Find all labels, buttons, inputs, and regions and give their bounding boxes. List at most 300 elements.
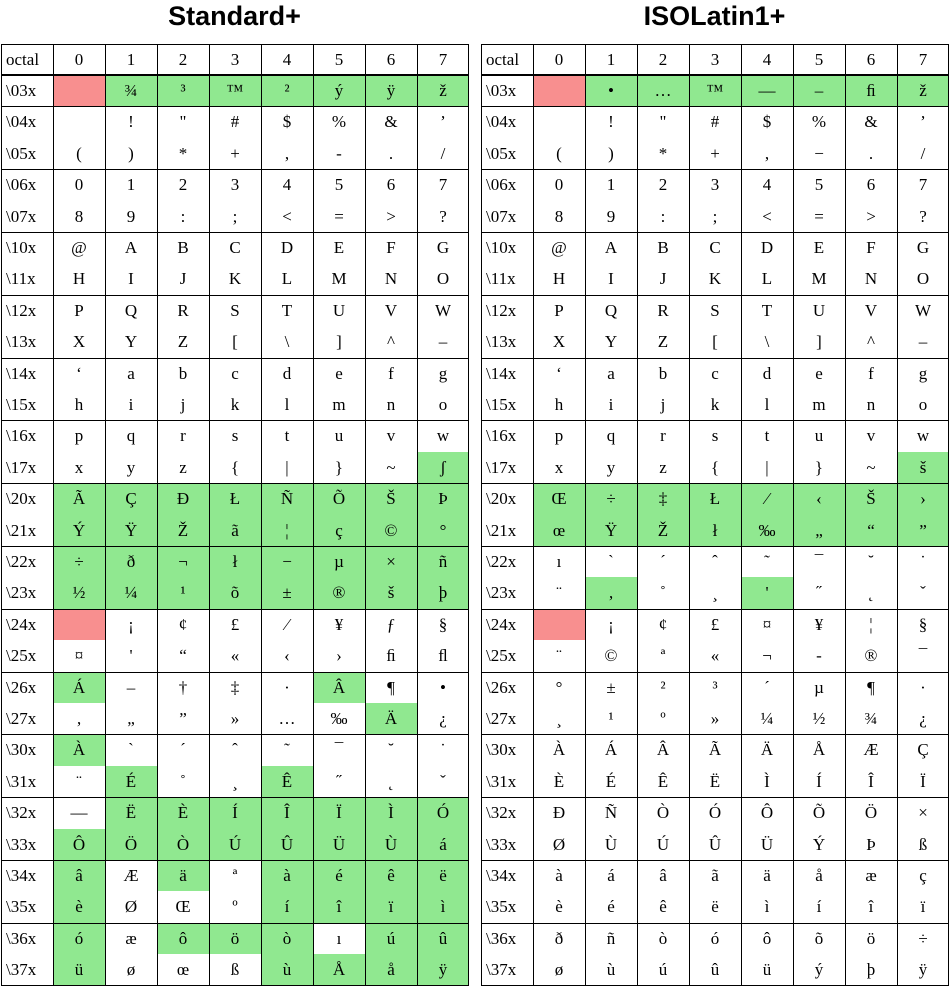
octal-header: octal [6,50,40,69]
glyph-cell: w [916,426,930,446]
glyph-cell: $ [282,112,292,132]
glyph-cell: 8 [554,206,564,226]
glyph-cell: œ [533,515,585,546]
glyph-cell: ½ [53,577,105,608]
row-label: \22x [486,552,517,571]
glyph-cell: ˚ [660,583,666,603]
glyph-cell: & [864,112,878,132]
glyph-cell: Œ [175,897,191,917]
glyph-cell: á [417,829,469,860]
glyph-cell: ú [365,923,417,954]
glyph-cell: ý [313,75,365,106]
glyph-cell: ʃ [417,452,469,483]
row-label: \34x [6,866,37,885]
glyph-cell: > [866,206,876,226]
glyph-cell: ł [689,515,741,546]
glyph-cell: £ [710,614,720,634]
glyph-cell: Ú [209,829,261,860]
glyph-cell: i [608,395,614,414]
glyph-cell: ¥ [334,614,344,634]
glyph-cell: r [660,426,666,446]
glyph-cell: Ì [365,797,417,828]
glyph-cell: È [157,797,209,828]
grid-line [1,420,469,421]
grid-line [481,44,949,45]
glyph-cell: P [74,300,84,320]
grid-line [1,44,2,986]
glyph-cell: 4 [282,175,292,195]
glyph-cell: ¨ [556,646,562,666]
glyph-cell: ø [126,960,136,980]
glyph-cell: Ö [105,829,157,860]
glyph-cell: Ž [637,515,689,546]
glyph-cell: ù [261,954,313,985]
glyph-cell: f [868,363,874,383]
glyph-cell: ç [313,515,365,546]
glyph-cell: J [659,269,667,289]
glyph-cell: Ì [764,771,770,791]
glyph-cell: 4 [762,175,772,195]
glyph-cell: ' [129,646,133,666]
glyph-cell [533,609,585,640]
glyph-cell: n [386,395,396,414]
glyph-cell: ê [659,897,667,917]
glyph-cell: À [53,734,105,765]
glyph-cell: K [708,269,722,289]
glyph-cell: ã [209,515,261,546]
glyph-cell: í [816,897,822,917]
grid-line [481,169,949,170]
glyph-cell: ¸ [712,583,718,603]
glyph-cell: H [552,269,566,289]
glyph-cell: . [868,143,874,163]
glyph-cell: Þ [866,834,876,854]
grid-line [481,483,949,484]
glyph-cell: Î [868,771,874,791]
glyph-cell: c [231,363,239,383]
glyph-cell: * [178,143,188,163]
row-label: \30x [486,740,517,760]
glyph-cell: < [282,206,292,226]
glyph-cell: K [228,269,242,289]
glyph-cell: › [897,483,949,514]
glyph-cell: ü [762,960,772,980]
grid-line [105,44,106,986]
glyph-cell: „ [127,709,135,728]
glyph-cell: ˜ [284,740,290,760]
glyph-cell: 7 [438,175,448,195]
glyph-cell: Ü [760,834,774,854]
grid-line [481,295,949,296]
glyph-cell: Ž [157,515,209,546]
row-label: \15x [486,395,517,414]
glyph-cell: – [438,332,448,352]
glyph-cell: Ò [656,803,670,823]
glyph-cell: + [230,143,240,163]
glyph-cell: L [761,269,773,289]
glyph-cell: ; [712,206,718,226]
glyph-cell [53,106,105,137]
glyph-cell: v [386,426,396,446]
standard-plus-title: Standard+ [168,1,301,31]
glyph-cell: u [334,426,344,446]
row-label: \35x [486,897,517,917]
glyph-cell: = [334,206,344,226]
glyph-cell: Ÿ [105,515,157,546]
glyph-cell: ] [336,332,342,352]
glyph-cell: j [660,395,666,414]
glyph-cell: # [710,112,720,132]
column-header: 4 [762,50,772,69]
glyph-cell: ž [417,75,469,106]
glyph-cell: T [761,300,773,320]
glyph-cell: D [760,238,774,257]
glyph-cell: P [554,300,564,320]
glyph-cell: ` [128,740,134,760]
grid-line [741,44,742,986]
glyph-cell: ¢ [178,614,188,634]
glyph-cell: 9 [606,206,616,226]
glyph-cell: ’ [440,112,446,132]
glyph-cell: É [605,771,617,791]
glyph-cell: ÿ [918,960,928,980]
row-label: \17x [6,457,37,477]
glyph-cell: 7 [918,175,928,195]
grid-line [1,358,469,359]
glyph-cell: ” [179,709,187,728]
glyph-cell: ¿ [919,709,927,728]
glyph-cell: ˘ [388,740,394,760]
glyph-cell: º [660,709,666,728]
glyph-cell: h [74,395,84,414]
glyph-cell: a [127,363,135,383]
glyph-cell: ˛ [388,771,394,791]
glyph-cell: ý [814,960,824,980]
glyph-cell: ¬ [762,646,772,666]
grid-line [1,609,469,610]
glyph-cell: O [436,269,450,289]
glyph-cell: ÷ [918,928,928,948]
grid-line [157,44,158,986]
column-header: 6 [386,50,396,69]
glyph-cell: w [436,426,450,446]
grid-line [637,44,638,986]
glyph-cell: ‡ [637,483,689,514]
glyph-cell: Þ [417,483,469,514]
glyph-cell: Š [365,483,417,514]
glyph-cell: J [179,269,187,289]
glyph-cell: ) [128,143,134,163]
glyph-cell: ò [261,923,313,954]
glyph-cell: © [604,646,618,666]
glyph-cell: * [658,143,668,163]
glyph-cell: ë [417,860,469,891]
row-label: \21x [6,520,37,540]
glyph-cell: æ [865,866,877,885]
glyph-cell: G [436,238,450,257]
glyph-cell: î [313,891,365,922]
glyph-cell: > [386,206,396,226]
glyph-cell: ä [763,866,771,885]
glyph-cell: R [177,300,189,320]
glyph-cell: 6 [866,175,876,195]
glyph-cell: \ [764,332,770,352]
glyph-cell: — [741,75,793,106]
glyph-cell: Í [816,771,822,791]
glyph-cell: ‘ [76,363,82,383]
grid-line [533,44,534,986]
grid-line [481,672,949,673]
glyph-cell: Ñ [261,483,313,514]
glyph-cell: Ê [261,766,313,797]
row-label: \12x [486,300,517,320]
glyph-cell: Q [124,300,138,320]
glyph-cell: ı [336,928,342,948]
glyph-cell: º [232,897,238,917]
row-label: \32x [6,803,37,823]
glyph-cell: B [657,238,669,257]
row-label: \25x [486,646,517,666]
glyph-cell: • [440,677,446,697]
glyph-cell: ¹ [157,577,209,608]
glyph-cell: Š [845,483,897,514]
row-label: \10x [6,238,37,257]
glyph-cell: n [866,395,876,414]
glyph-cell: ˙ [920,552,926,571]
standard-plus-encoding-table [1,44,469,990]
glyph-cell: Ó [417,797,469,828]
glyph-cell: Ï [313,797,365,828]
grid-line [481,106,949,107]
glyph-cell: ± [606,677,616,697]
glyph-cell: v [866,426,876,446]
grid-line [209,44,210,986]
row-label: \31x [486,771,517,791]
glyph-cell: è [53,891,105,922]
glyph-cell: x [554,457,564,477]
glyph-cell: Õ [313,483,365,514]
glyph-cell: ± [261,577,313,608]
grid-line [481,546,949,547]
row-label: \07x [486,206,517,226]
glyph-cell: ‹ [793,483,845,514]
glyph-cell: ˜ [764,552,770,571]
glyph-cell: ç [919,866,927,885]
glyph-cell: d [282,363,292,383]
glyph-cell: % [811,112,827,132]
glyph-cell: Ä [760,740,774,760]
glyph-cell: ñ [606,928,616,948]
glyph-cell: œ [176,960,190,980]
row-label: \16x [6,426,37,446]
grid-line [1,483,469,484]
glyph-cell: ù [606,960,616,980]
glyph-cell: ¼ [760,709,774,728]
glyph-cell: ﬂ [438,646,448,666]
glyph-cell: £ [230,614,240,634]
grid-line [1,74,469,76]
glyph-cell: 5 [814,175,824,195]
glyph-cell: ¨ [556,583,562,603]
glyph-cell: ´ [180,740,186,760]
glyph-cell: | [765,457,769,477]
glyph-cell: ~ [386,457,396,477]
glyph-cell: Ê [657,771,669,791]
grid-line [1,546,469,547]
glyph-cell: Ł [689,483,741,514]
glyph-cell: Ô [760,803,774,823]
glyph-cell: ³ [157,75,209,106]
row-label: \15x [6,395,37,414]
glyph-cell: 2 [658,175,668,195]
row-label: \20x [6,489,37,509]
glyph-cell: ( [76,143,82,163]
glyph-cell: h [554,395,564,414]
column-header: 2 [178,50,188,69]
row-label: \12x [6,300,37,320]
row-label: \05x [486,143,517,163]
glyph-cell: „ [793,515,845,546]
glyph-cell: ¤ [762,614,772,634]
glyph-cell: m [812,395,826,414]
glyph-cell: D [280,238,294,257]
column-header: 5 [334,50,344,69]
grid-line [1,860,469,861]
grid-line [261,44,262,986]
glyph-cell: ‰ [741,515,793,546]
glyph-cell: ˇ [920,583,926,603]
glyph-cell: \ [284,332,290,352]
glyph-cell: þ [866,960,876,980]
glyph-cell: á [607,866,615,885]
row-label: \36x [6,928,37,948]
row-label: \31x [6,771,37,791]
glyph-cell: é [313,860,365,891]
glyph-cell: « [710,646,720,666]
glyph-cell: } [814,457,824,477]
glyph-cell: e [815,363,823,383]
glyph-cell: ˙ [440,740,446,760]
glyph-cell: Ð [552,803,566,823]
glyph-cell: @ [551,238,567,257]
glyph-cell: ¼ [105,577,157,608]
glyph-cell: X [552,332,566,352]
glyph-cell: Ñ [604,803,618,823]
glyph-cell: • [585,75,637,106]
glyph-cell: ™ [689,75,741,106]
glyph-cell: ¾ [105,75,157,106]
glyph-cell: s [711,426,719,446]
column-header: 7 [438,50,448,69]
glyph-cell: ú [658,960,668,980]
glyph-cell: W [434,300,452,320]
glyph-cell: Ã [53,483,105,514]
row-label: \23x [486,583,517,603]
glyph-cell: ä [157,860,209,891]
row-label: \24x [486,614,517,634]
glyph-cell: ^ [867,332,875,352]
glyph-cell: É [105,766,157,797]
row-label: \04x [6,112,37,132]
glyph-cell: ê [365,860,417,891]
row-label: \14x [486,363,517,383]
glyph-cell: 1 [126,175,136,195]
column-header: 7 [918,50,928,69]
grid-line [481,985,949,986]
glyph-cell: R [657,300,669,320]
glyph-cell: è [555,897,563,917]
glyph-cell: I [128,269,134,289]
glyph-cell: l [284,395,290,414]
glyph-cell: e [335,363,343,383]
glyph-cell: ! [128,112,134,132]
glyph-cell: ¡ [128,614,134,634]
grid-line [365,44,366,986]
grid-line [481,923,949,924]
glyph-cell: ? [439,206,447,226]
glyph-cell: Œ [533,483,585,514]
glyph-cell: Á [604,740,618,760]
glyph-cell: @ [71,238,87,257]
glyph-cell: µ [313,546,365,577]
glyph-cell: “ [179,646,187,666]
glyph-cell: Â [313,672,365,703]
glyph-cell: : [180,206,186,226]
glyph-cell: 3 [230,175,240,195]
glyph-cell: Ã [708,740,722,760]
grid-line [53,44,54,986]
glyph-cell: ‘ [556,363,562,383]
glyph-cell: { [710,457,720,477]
glyph-cell: 0 [74,175,84,195]
glyph-cell: Ç [917,740,929,760]
glyph-cell: 3 [710,175,720,195]
row-label: \32x [486,803,517,823]
glyph-cell: Ô [53,829,105,860]
glyph-cell: ¥ [814,614,824,634]
glyph-cell: 2 [178,175,188,195]
glyph-cell: Â [656,740,670,760]
glyph-cell: Õ [812,803,826,823]
glyph-cell: - [336,143,342,163]
glyph-cell: “ [845,515,897,546]
grid-line [481,420,949,421]
glyph-cell: û [417,923,469,954]
glyph-cell: p [74,426,84,446]
glyph-cell: ˛ [868,583,874,603]
glyph-cell: ü [53,954,105,985]
glyph-cell: õ [209,577,261,608]
column-header: 1 [126,50,136,69]
glyph-cell: . [388,143,394,163]
glyph-cell: î [868,897,874,917]
glyph-cell: ı [556,552,562,571]
glyph-cell: Z [177,332,189,352]
glyph-cell: = [814,206,824,226]
glyph-cell: Ø [552,834,566,854]
row-label: \22x [6,552,37,571]
glyph-cell: ﬁ [386,646,396,666]
glyph-cell: k [710,395,720,414]
column-header: 2 [658,50,668,69]
glyph-cell: å [365,954,417,985]
row-label: \20x [486,489,517,509]
row-label: \13x [486,332,517,352]
glyph-cell: › [336,646,342,666]
glyph-cell: / [440,143,446,163]
glyph-cell: … [278,709,296,728]
grid-line [1,672,469,673]
